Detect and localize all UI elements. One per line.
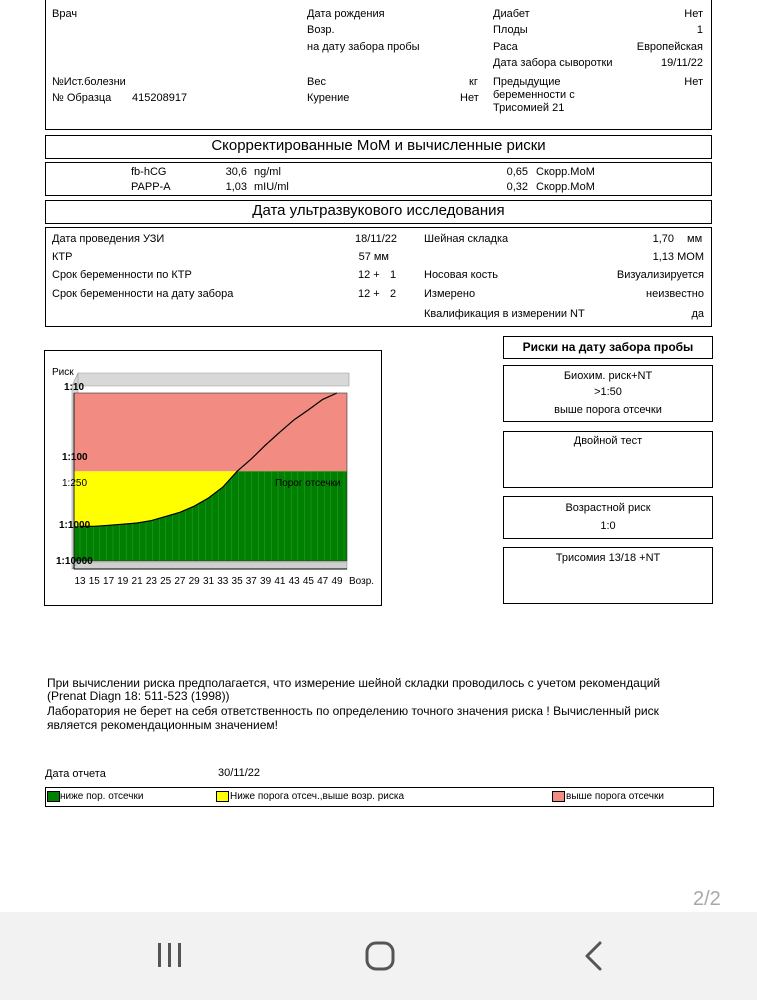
x-tick-label: 33 xyxy=(217,576,229,587)
ga-ktr-days: 1 xyxy=(390,269,397,281)
serum-date-value: 19/11/22 xyxy=(660,57,703,69)
ga-ktr-label: Срок беременности по КТР xyxy=(52,269,192,281)
legend-green-label: ниже пор. отсечки xyxy=(60,791,144,802)
risk-chart xyxy=(44,350,382,606)
y-tick-label: 1:10000 xyxy=(56,556,93,567)
race-value: Европейская xyxy=(636,41,703,53)
us-date-label: Дата проведения УЗИ xyxy=(52,233,165,245)
legend-red-swatch xyxy=(552,791,565,802)
mom-row-unit: mIU/ml xyxy=(254,181,289,193)
biochem-risk-label: Биохим. риск+NT xyxy=(563,370,653,382)
dob-label: Дата рождения xyxy=(307,8,385,20)
mom-row-mom-unit: Скорр.МоМ xyxy=(536,181,595,193)
x-tick-label: 39 xyxy=(260,576,272,587)
report-date-value: 30/11/22 xyxy=(218,767,261,779)
weight-unit: кг xyxy=(469,76,478,88)
x-tick-label: 21 xyxy=(131,576,143,587)
recent-apps-icon[interactable] xyxy=(150,938,190,974)
nt-label: Шейная складка xyxy=(424,233,509,245)
ga-sample-days: 2 xyxy=(390,288,397,300)
legend-red-label: выше порога отсечки xyxy=(566,791,664,802)
x-tick-label: 17 xyxy=(103,576,115,587)
nt-value: 1,70 xyxy=(652,233,674,245)
x-tick-label: 15 xyxy=(88,576,100,587)
prev-pregnancies-label-3: Трисомией 21 xyxy=(493,102,565,114)
note-line-1: При вычислении риска предполагается, что измерение шейной складки проводилось с учетом рекомендаций xyxy=(47,676,661,690)
doctor-label: Врач xyxy=(52,8,78,20)
note-line-2: (Prenat Diagn 18: 511-523 (1998)) xyxy=(47,689,230,703)
sample-value: 415208917 xyxy=(132,92,188,104)
navigation-bar xyxy=(0,912,757,1000)
age-risk-value: 1:0 xyxy=(600,520,616,532)
nt-qualification-value: да xyxy=(691,308,704,320)
y-tick-label: 1:100 xyxy=(62,452,88,463)
diabetes-label: Диабет xyxy=(493,8,530,20)
x-tick-label: 23 xyxy=(145,576,157,587)
fetuses-label: Плоды xyxy=(493,24,528,36)
note-line-3: Лаборатория не берет на себя ответственность по определению точного значения риска ! Вычисленный риск xyxy=(47,704,659,718)
x-tick-label: 41 xyxy=(274,576,286,587)
ga-sample-label: Срок беременности на дату забора xyxy=(52,288,234,300)
us-date-value: 18/11/22 xyxy=(354,233,397,245)
prev-pregnancies-value: Нет xyxy=(684,76,703,88)
double-test-label: Двойной тест xyxy=(573,435,643,447)
smoking-value: Нет xyxy=(460,92,479,104)
diabetes-value: Нет xyxy=(684,8,703,20)
mom-row-value: 1,03 xyxy=(225,181,247,193)
legend-green-swatch xyxy=(47,791,60,802)
ga-sample-weeks: 12 + xyxy=(358,288,380,300)
y-tick-label: 1:250 xyxy=(62,478,88,489)
us-title: Дата ультразвукового исследования xyxy=(45,200,712,224)
mom-row-mom: 0,65 xyxy=(506,166,528,178)
report-date-label: Дата отчета xyxy=(45,768,106,780)
x-tick-label: 47 xyxy=(317,576,329,587)
sample-label: № Образца xyxy=(52,92,112,104)
x-tick-label: 31 xyxy=(202,576,215,587)
history-label: №Ист.болезни xyxy=(52,76,126,88)
race-label: Раса xyxy=(493,41,518,53)
home-icon[interactable] xyxy=(360,936,400,976)
x-tick-label: 19 xyxy=(117,576,129,587)
x-tick-label: 27 xyxy=(174,576,186,587)
ktr-label: КТР xyxy=(52,251,73,263)
ktr-value: 57 мм xyxy=(358,251,389,263)
back-icon[interactable] xyxy=(575,936,615,976)
biochem-risk-note: выше порога отсечки xyxy=(554,404,662,416)
mom-row-unit: ng/ml xyxy=(254,166,281,178)
legend-yellow-swatch xyxy=(216,791,229,802)
x-tick-label: 45 xyxy=(302,576,314,587)
biochem-risk-value: >1:50 xyxy=(594,386,622,398)
x-tick-label: 43 xyxy=(288,576,300,587)
y-tick-label: 1:1000 xyxy=(59,520,91,531)
nt-qualification-label: Квалификация в измерении NT xyxy=(424,308,585,320)
x-tick-label: 25 xyxy=(160,576,172,587)
ga-ktr-weeks: 12 + xyxy=(358,269,380,281)
x-tick-label: 13 xyxy=(74,576,86,587)
measured-label: Измерено xyxy=(424,288,476,300)
chart-title: Риск xyxy=(52,367,74,378)
age-label: Возр. xyxy=(307,24,335,36)
cutoff-label: Порог отсечки xyxy=(275,478,341,489)
mom-row-name: PAPP-A xyxy=(131,181,171,193)
mom-row-value: 30,6 xyxy=(225,166,247,178)
legend-yellow-label: Ниже порога отсеч.,выше возр. риска xyxy=(230,791,405,802)
zone-above-cutoff xyxy=(74,393,347,471)
fetuses-value: 1 xyxy=(696,24,703,36)
prev-pregnancies-label-1: Предыдущие xyxy=(493,76,561,88)
serum-date-label: Дата забора сыворотки xyxy=(493,57,613,69)
x-tick-label: 49 xyxy=(331,576,343,587)
x-tick-label: 37 xyxy=(245,576,257,587)
y-tick-label: 1:10 xyxy=(64,382,85,393)
x-tick-label: 29 xyxy=(188,576,200,587)
age-at-sample-label: на дату забора пробы xyxy=(307,41,420,53)
prev-pregnancies-label-2: беременности с xyxy=(493,89,575,101)
nasal-bone-label: Носовая кость xyxy=(424,269,498,281)
x-axis-label: Возр. xyxy=(349,576,375,587)
age-risk-label: Возрастной риск xyxy=(565,502,651,514)
note-line-4: является рекомендационным значением! xyxy=(47,718,278,732)
mom-row-name: fb-hCG xyxy=(131,166,167,178)
mom-row-mom-unit: Скорр.МоМ xyxy=(536,166,595,178)
x-tick-label: 35 xyxy=(231,576,243,587)
page-indicator: 2/2 xyxy=(693,888,721,910)
mom-row-mom: 0,32 xyxy=(506,181,528,193)
measured-value: неизвестно xyxy=(646,288,704,300)
nasal-bone-value: Визуализируется xyxy=(616,269,704,281)
trisomy-label: Трисомия 13/18 +NT xyxy=(555,552,661,564)
risks-title: Риски на дату забора пробы xyxy=(503,336,713,359)
mom-title: Скорректированные МоМ и вычисленные риски xyxy=(45,135,712,159)
smoking-label: Курение xyxy=(307,92,350,104)
nt-unit: мм xyxy=(687,233,703,245)
weight-label: Вес xyxy=(307,76,326,88)
nt-mom: 1,13 MOM xyxy=(652,251,704,263)
